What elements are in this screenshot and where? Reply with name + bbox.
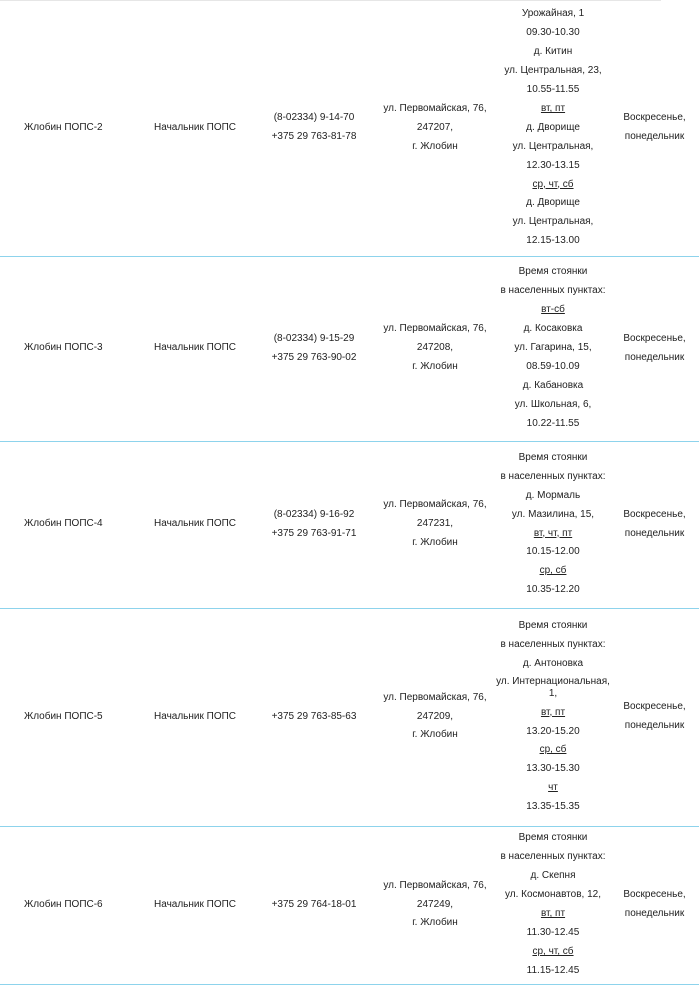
schedule-line: Урожайная, 1 bbox=[521, 8, 585, 20]
phone-cell bbox=[254, 441, 374, 608]
days-off-line: Воскресенье, bbox=[623, 508, 686, 520]
schedule-line: Время стоянки bbox=[518, 266, 588, 278]
days-off-line: понедельник bbox=[624, 720, 685, 731]
address-line: 247249, bbox=[416, 898, 454, 910]
address-line: г. Жлобин bbox=[412, 360, 458, 372]
schedule-days: вт, чт, пт bbox=[533, 527, 573, 539]
address-line: г. Жлобин bbox=[412, 917, 458, 929]
schedule-line: 10.55-11.55 bbox=[526, 83, 580, 95]
table-body bbox=[0, 1, 699, 984]
schedule-line: д. Дворище bbox=[526, 121, 580, 133]
schedule-line: Время стоянки bbox=[518, 619, 588, 631]
office-name: Жлобин ПОПС-6 bbox=[24, 898, 103, 910]
position-title: Начальник ПОПС bbox=[154, 121, 237, 133]
phone-cell bbox=[254, 256, 374, 441]
schedule-line: 10.22-11.55 bbox=[526, 417, 580, 429]
days-off-line: понедельник bbox=[624, 908, 685, 919]
schedule-line: 09.30-10.30 bbox=[526, 27, 580, 39]
schedule-line: д. Дворище bbox=[526, 197, 580, 209]
schedule-line: ул. Центральная, bbox=[512, 216, 594, 228]
schedule-line: в населенных пунктах: bbox=[500, 851, 606, 863]
address-cell bbox=[374, 826, 496, 984]
schedule-cell bbox=[496, 826, 610, 984]
days-off-cell bbox=[610, 608, 699, 826]
address-line: ул. Первомайская, 76, bbox=[383, 691, 487, 703]
schedule-line: 12.30-13.15 bbox=[526, 159, 580, 171]
schedule-line: 10.15-12.00 bbox=[526, 546, 580, 558]
office-name: Жлобин ПОПС-2 bbox=[24, 121, 103, 133]
schedule-line: 11.30-12.45 bbox=[526, 926, 580, 938]
phone-number: (8-02334) 9-16-92 bbox=[273, 508, 355, 520]
schedule-days: вт, пт bbox=[540, 102, 566, 114]
schedule-days: ср, сб bbox=[539, 744, 567, 756]
position-cell bbox=[140, 256, 254, 441]
schedule-line: д. Косаковка bbox=[523, 323, 583, 335]
phone-number: +375 29 763-90-02 bbox=[271, 351, 357, 363]
days-off-line: Воскресенье, bbox=[623, 701, 686, 713]
office-name: Жлобин ПОПС-3 bbox=[24, 342, 103, 354]
table-row bbox=[0, 256, 699, 441]
schedule-cell bbox=[496, 608, 610, 826]
address-cell bbox=[374, 441, 496, 608]
office-name: Жлобин ПОПС-5 bbox=[24, 710, 103, 722]
phone-number: (8-02334) 9-14-70 bbox=[273, 112, 355, 124]
schedule-line: 08.59-10.09 bbox=[526, 360, 580, 372]
table-row bbox=[0, 826, 699, 984]
days-off-cell bbox=[610, 441, 699, 608]
position-title: Начальник ПОПС bbox=[154, 898, 237, 910]
phone-number: +375 29 763-91-71 bbox=[271, 527, 357, 539]
address-line: г. Жлобин bbox=[412, 729, 458, 741]
schedule-line: д. Китин bbox=[533, 46, 573, 58]
days-off-cell bbox=[610, 1, 699, 256]
days-off-line: понедельник bbox=[624, 131, 685, 143]
address-line: 247207, bbox=[416, 121, 454, 133]
post-offices-table bbox=[0, 1, 699, 985]
schedule-line: в населенных пунктах: bbox=[500, 638, 606, 650]
table-row bbox=[0, 1, 699, 256]
position-cell bbox=[140, 441, 254, 608]
schedule-line: 13.20-15.20 bbox=[526, 725, 580, 737]
schedule-line: в населенных пунктах: bbox=[500, 285, 606, 297]
office-name: Жлобин ПОПС-4 bbox=[24, 518, 103, 530]
days-off-line: Воскресенье, bbox=[623, 889, 686, 901]
address-line: ул. Первомайская, 76, bbox=[383, 323, 487, 335]
schedule-line: 13.35-15.35 bbox=[526, 801, 580, 813]
schedule-line: д. Скепня bbox=[530, 870, 576, 882]
days-off-line: Воскресенье, bbox=[623, 112, 686, 124]
schedule-days: вт-сб bbox=[541, 304, 565, 316]
schedule-line: 11.15-12.45 bbox=[526, 964, 580, 976]
days-off-line: понедельник bbox=[624, 527, 685, 539]
schedule-line: 13.30-15.30 bbox=[526, 763, 580, 775]
schedule-days: ср, чт, сб bbox=[532, 945, 574, 957]
position-title: Начальник ПОПС bbox=[154, 518, 237, 530]
schedule-line: д. Антоновка bbox=[522, 657, 584, 669]
days-off-line: понедельник bbox=[624, 351, 685, 363]
phone-number: +375 29 763-81-78 bbox=[271, 131, 357, 143]
position-title: Начальник ПОПС bbox=[154, 710, 237, 722]
schedule-line: ул. Центральная, bbox=[512, 140, 594, 152]
phone-number: (8-02334) 9-15-29 bbox=[273, 332, 355, 344]
address-cell bbox=[374, 608, 496, 826]
schedule-cell bbox=[496, 1, 610, 256]
schedule-days: вт, пт bbox=[540, 908, 566, 919]
phone-number: +375 29 764-18-01 bbox=[271, 898, 357, 910]
schedule-line: ул. Интернациональная, 1, bbox=[496, 675, 610, 699]
schedule-line: Время стоянки bbox=[518, 451, 588, 463]
days-off-line: Воскресенье, bbox=[623, 332, 686, 344]
address-line: ул. Первомайская, 76, bbox=[383, 879, 487, 891]
schedule-line: д. Мормаль bbox=[525, 489, 581, 501]
address-line: 247209, bbox=[416, 710, 454, 722]
phone-cell bbox=[254, 1, 374, 256]
schedule-line: в населенных пунктах: bbox=[500, 470, 606, 482]
address-line: 247231, bbox=[416, 518, 454, 530]
position-cell bbox=[140, 1, 254, 256]
position-cell bbox=[140, 826, 254, 984]
schedule-days: ср, сб bbox=[539, 565, 567, 577]
phone-number: +375 29 763-85-63 bbox=[271, 710, 357, 722]
schedule-line: Время стоянки bbox=[518, 832, 588, 844]
schedule-line: ул. Космонавтов, 12, bbox=[505, 889, 601, 901]
address-line: 247208, bbox=[416, 342, 454, 354]
office-name-cell bbox=[0, 441, 140, 608]
position-title: Начальник ПОПС bbox=[154, 342, 237, 354]
office-name-cell bbox=[0, 256, 140, 441]
schedule-line: ул. Школьная, 6, bbox=[514, 398, 592, 410]
schedule-cell bbox=[496, 441, 610, 608]
phone-cell bbox=[254, 826, 374, 984]
address-line: г. Жлобин bbox=[412, 140, 458, 152]
days-off-cell bbox=[610, 256, 699, 441]
address-cell bbox=[374, 256, 496, 441]
phone-cell bbox=[254, 608, 374, 826]
schedule-cell bbox=[496, 256, 610, 441]
address-line: ул. Первомайская, 76, bbox=[383, 102, 487, 114]
days-off-cell bbox=[610, 826, 699, 984]
schedule-line: ул. Гагарина, 15, bbox=[514, 342, 592, 354]
address-cell bbox=[374, 1, 496, 256]
schedule-days: чт bbox=[548, 782, 558, 794]
schedule-days: вт, пт bbox=[540, 706, 566, 718]
schedule-line: 12.15-13.00 bbox=[526, 235, 580, 247]
office-name-cell bbox=[0, 608, 140, 826]
table-row bbox=[0, 441, 699, 608]
address-line: ул. Первомайская, 76, bbox=[383, 499, 487, 511]
schedule-line: ул. Центральная, 23, bbox=[504, 65, 602, 77]
schedule-days: ср, чт, сб bbox=[532, 178, 574, 190]
schedule-line: ул. Мазилина, 15, bbox=[511, 508, 595, 520]
schedule-line: д. Кабановка bbox=[522, 379, 584, 391]
table-row bbox=[0, 608, 699, 826]
office-name-cell bbox=[0, 1, 140, 256]
schedule-line: 10.35-12.20 bbox=[526, 584, 580, 596]
position-cell bbox=[140, 608, 254, 826]
office-name-cell bbox=[0, 826, 140, 984]
address-line: г. Жлобин bbox=[412, 536, 458, 548]
